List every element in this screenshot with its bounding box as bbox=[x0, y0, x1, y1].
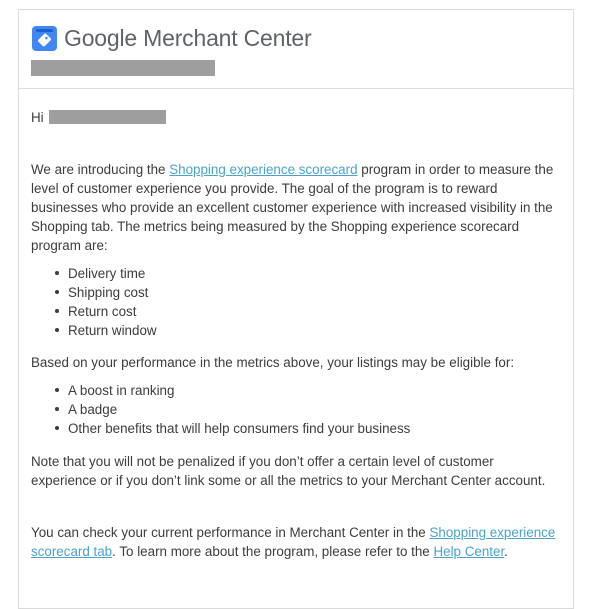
eligibility-item: Other benefits that will help consumers find your business bbox=[68, 419, 557, 438]
metric-item: Delivery time bbox=[68, 264, 557, 283]
email-header bbox=[19, 10, 573, 89]
scorecard-tab-link[interactable]: Shopping experience scorecard tab bbox=[31, 525, 556, 559]
check-text-middle: . To learn more about the program, please refer to the bbox=[112, 544, 434, 559]
brand-google-text: Google bbox=[64, 25, 137, 51]
intro-paragraph bbox=[31, 160, 557, 255]
eligibility-item: A boost in ranking bbox=[68, 381, 557, 400]
check-text-end: . bbox=[504, 544, 508, 559]
metrics-list bbox=[31, 264, 557, 340]
check-paragraph bbox=[31, 523, 557, 561]
check-text-before-link: You can check your current performance in Merchant Center in the bbox=[31, 525, 430, 540]
email-card bbox=[18, 9, 574, 609]
eligibility-list bbox=[31, 381, 557, 438]
redacted-account-info bbox=[31, 60, 215, 76]
help-center-link[interactable]: Help Center bbox=[433, 544, 505, 559]
metric-item: Return window bbox=[68, 321, 557, 340]
intro-text-after-link: program in order to measure the level of customer experience you provide. The goal of the program is to reward businesses who provide an excellent customer experience with increased visibility in the Shopping tab. The metrics being measured by the Shopping experience scorecard program are: bbox=[31, 162, 554, 253]
metric-item: Shipping cost bbox=[68, 283, 557, 302]
note-paragraph: Note that you will not be penalized if you don’t offer a certain level of customer experience or if you don’t link some or all the metrics to your Merchant Center account. bbox=[31, 454, 546, 488]
greeting bbox=[31, 108, 557, 127]
email-body bbox=[31, 106, 557, 561]
redacted-recipient-name bbox=[49, 110, 166, 124]
greeting-text: Hi bbox=[31, 110, 44, 125]
eligibility-item: A badge bbox=[68, 400, 557, 419]
brand-name bbox=[64, 23, 311, 53]
merchant-center-tag-icon bbox=[32, 26, 57, 51]
metric-item: Return cost bbox=[68, 302, 557, 321]
scorecard-link[interactable]: Shopping experience scorecard bbox=[169, 162, 358, 177]
intro-text-before-link: We are introducing the bbox=[31, 162, 170, 177]
brand-product-text: Merchant Center bbox=[143, 25, 312, 51]
eligibility-paragraph: Based on your performance in the metrics above, your listings may be eligible for: bbox=[31, 355, 515, 370]
